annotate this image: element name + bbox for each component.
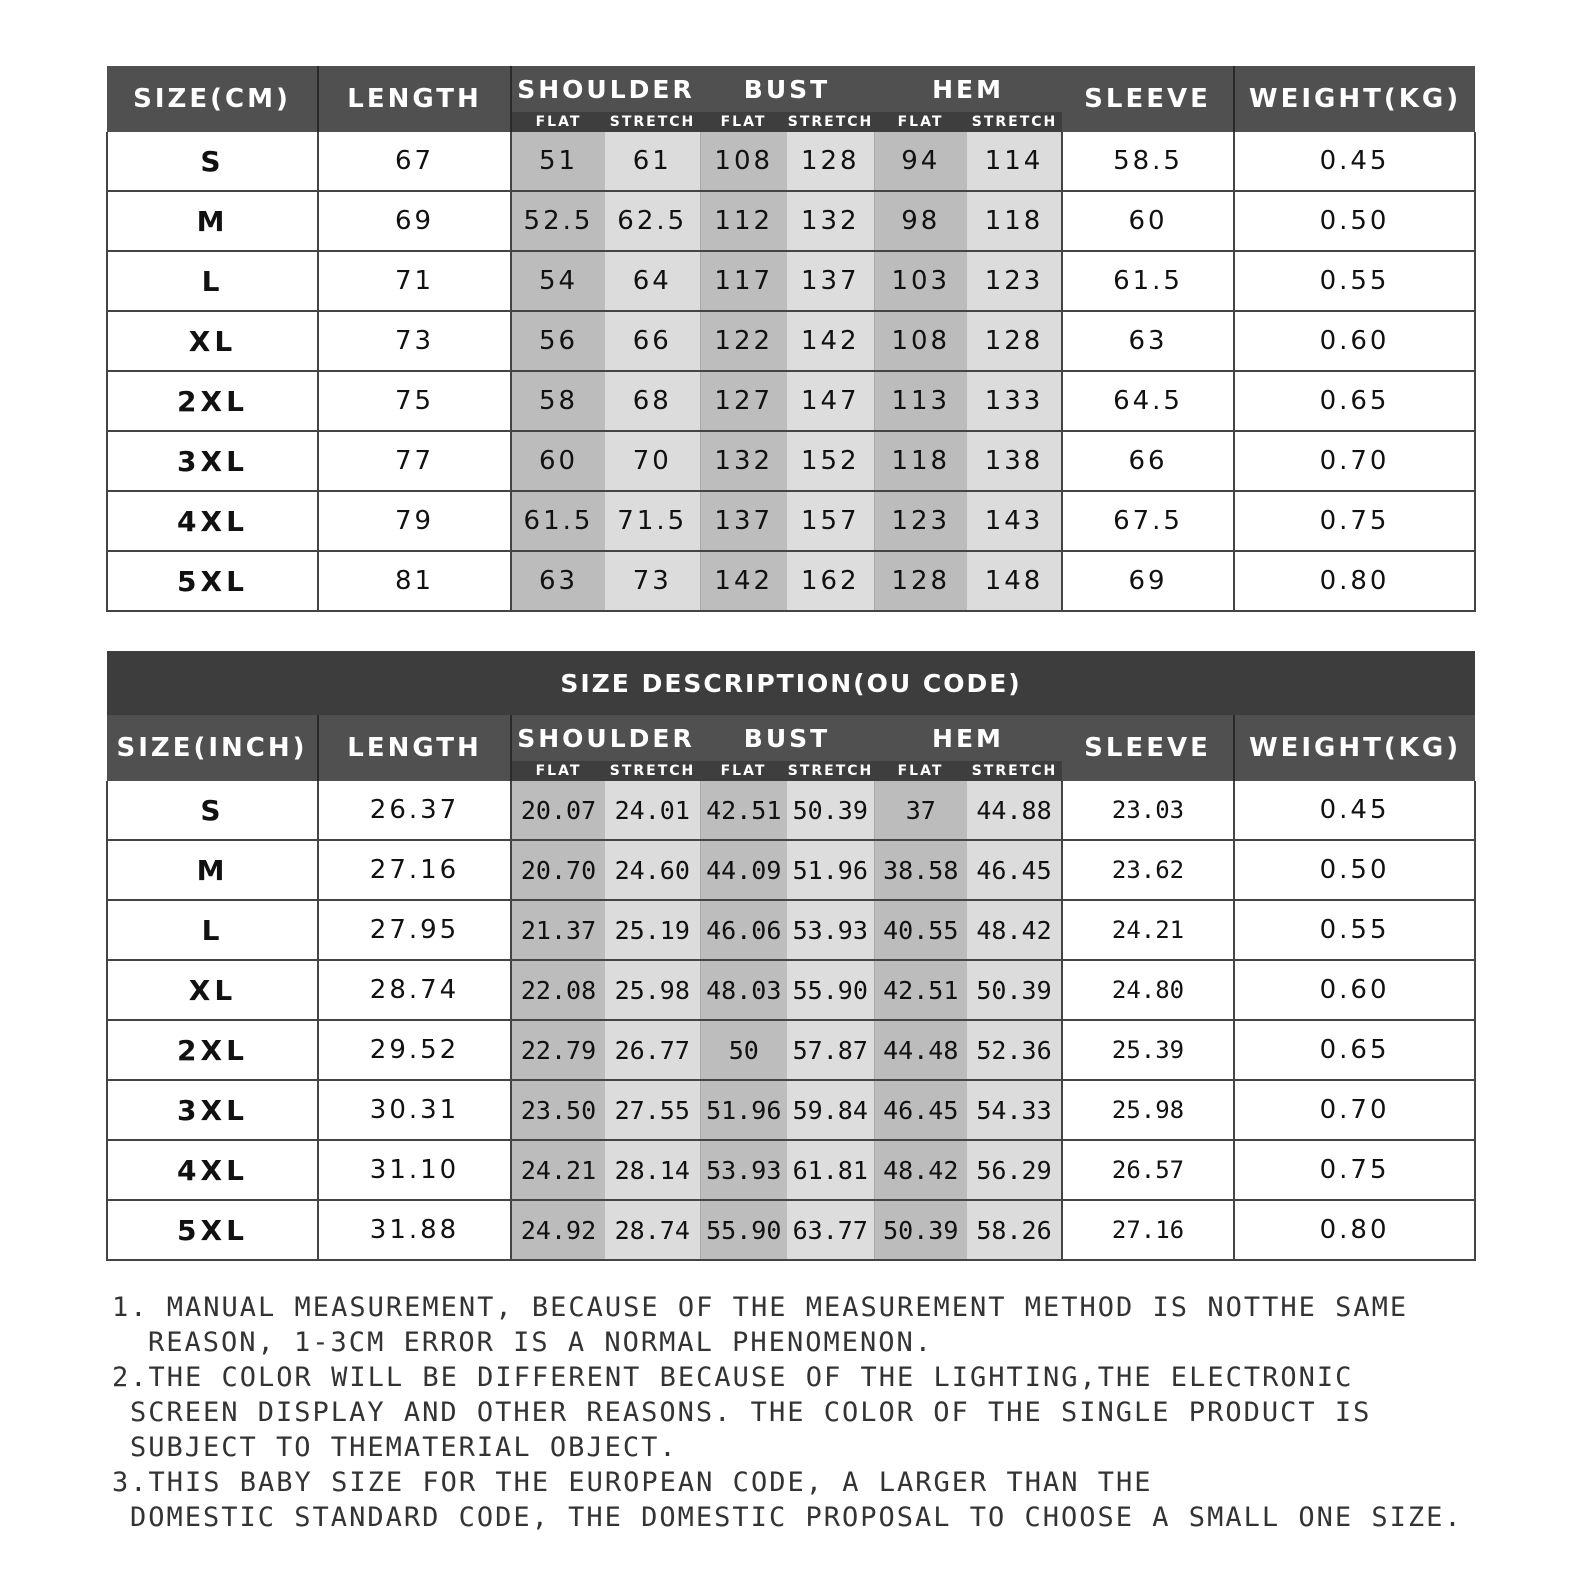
hem-stretch-cell: 114	[967, 132, 1062, 191]
weight-cell: 0.80	[1234, 1200, 1475, 1260]
length-cell: 31.88	[318, 1200, 511, 1260]
table-row	[107, 311, 1475, 371]
weight-cell: 0.75	[1234, 491, 1475, 551]
shoulder-stretch-cell: 68	[605, 371, 700, 431]
weight-cell: 0.75	[1234, 1140, 1475, 1200]
bust-flat-cell: 127	[700, 371, 787, 431]
hem-flat-cell: 108	[874, 311, 967, 371]
weight-cell: 0.65	[1234, 1020, 1475, 1080]
bust-stretch-cell: 147	[787, 371, 874, 431]
size-cell: 2XL	[107, 1020, 318, 1080]
length-cell: 29.52	[318, 1020, 511, 1080]
weight-cell: 0.50	[1234, 840, 1475, 900]
shoulder-stretch-cell: 24.01	[605, 781, 700, 840]
size-cell: 2XL	[107, 371, 318, 431]
note-line: 3.THIS BABY SIZE FOR THE EUROPEAN CODE, A LARGER THAN THE	[112, 1467, 1153, 1498]
hem-stretch-cell: 50.39	[967, 960, 1062, 1020]
weight-cell: 0.60	[1234, 960, 1475, 1020]
shoulder-stretch-cell: 70	[605, 431, 700, 491]
size-cell: L	[107, 251, 318, 311]
length-cell: 81	[318, 551, 511, 611]
shoulder-stretch-cell: 27.55	[605, 1080, 700, 1140]
hem-flat-cell: 103	[874, 251, 967, 311]
length-cell: 73	[318, 311, 511, 371]
size-cell: M	[107, 191, 318, 251]
subheader-flat: FLAT	[874, 761, 967, 781]
table-row	[107, 251, 1475, 311]
table-row	[107, 840, 1475, 900]
table-title: SIZE DESCRIPTION(OU CODE)	[107, 651, 1475, 715]
weight-cell: 0.50	[1234, 191, 1475, 251]
weight-cell: 0.60	[1234, 311, 1475, 371]
shoulder-stretch-cell: 24.60	[605, 840, 700, 900]
size-cell: 4XL	[107, 491, 318, 551]
hem-flat-cell: 42.51	[874, 960, 967, 1020]
hem-flat-cell: 118	[874, 431, 967, 491]
size-table-cm	[106, 66, 1476, 612]
header-sleeve: SLEEVE	[1062, 66, 1234, 132]
bust-stretch-cell: 55.90	[787, 960, 874, 1020]
length-cell: 30.31	[318, 1080, 511, 1140]
shoulder-flat-cell: 56	[511, 311, 605, 371]
size-table-inch	[106, 651, 1476, 1261]
shoulder-flat-cell: 20.07	[511, 781, 605, 840]
shoulder-flat-cell: 61.5	[511, 491, 605, 551]
note-line: SUBJECT TO THEMATERIAL OBJECT.	[130, 1432, 678, 1463]
bust-flat-cell: 132	[700, 431, 787, 491]
bust-stretch-cell: 53.93	[787, 900, 874, 960]
bust-stretch-cell: 50.39	[787, 781, 874, 840]
bust-flat-cell: 46.06	[700, 900, 787, 960]
sleeve-cell: 66	[1062, 431, 1234, 491]
shoulder-stretch-cell: 73	[605, 551, 700, 611]
weight-cell: 0.45	[1234, 132, 1475, 191]
bust-stretch-cell: 132	[787, 191, 874, 251]
table-row	[107, 132, 1475, 191]
shoulder-flat-cell: 51	[511, 132, 605, 191]
shoulder-flat-cell: 60	[511, 431, 605, 491]
size-cell: 3XL	[107, 431, 318, 491]
header-length: LENGTH	[318, 715, 511, 781]
bust-stretch-cell: 59.84	[787, 1080, 874, 1140]
length-cell: 77	[318, 431, 511, 491]
weight-cell: 0.65	[1234, 371, 1475, 431]
table-row	[107, 900, 1475, 960]
shoulder-flat-cell: 63	[511, 551, 605, 611]
sleeve-cell: 25.98	[1062, 1080, 1234, 1140]
header-bust: BUST	[700, 66, 874, 112]
table-row	[107, 491, 1475, 551]
size-cell: S	[107, 781, 318, 840]
subheader-flat: FLAT	[511, 112, 605, 132]
bust-flat-cell: 42.51	[700, 781, 787, 840]
shoulder-flat-cell: 21.37	[511, 900, 605, 960]
bust-flat-cell: 44.09	[700, 840, 787, 900]
weight-cell: 0.55	[1234, 251, 1475, 311]
bust-flat-cell: 117	[700, 251, 787, 311]
hem-flat-cell: 128	[874, 551, 967, 611]
bust-flat-cell: 137	[700, 491, 787, 551]
weight-cell: 0.80	[1234, 551, 1475, 611]
sleeve-cell: 26.57	[1062, 1140, 1234, 1200]
sleeve-cell: 60	[1062, 191, 1234, 251]
length-cell: 26.37	[318, 781, 511, 840]
bust-stretch-cell: 157	[787, 491, 874, 551]
table-row	[107, 371, 1475, 431]
subheader-stretch: STRETCH	[787, 114, 874, 130]
header-hem: HEM	[874, 66, 1062, 112]
sleeve-cell: 69	[1062, 551, 1234, 611]
shoulder-stretch-cell: 64	[605, 251, 700, 311]
hem-stretch-cell: 58.26	[967, 1200, 1062, 1260]
size-cell: 5XL	[107, 551, 318, 611]
hem-flat-cell: 40.55	[874, 900, 967, 960]
subheader-stretch: STRETCH	[605, 112, 700, 132]
bust-stretch-cell: 57.87	[787, 1020, 874, 1080]
bust-stretch-cell: 51.96	[787, 840, 874, 900]
length-cell: 67	[318, 132, 511, 191]
table-row	[107, 1200, 1475, 1260]
sleeve-cell: 67.5	[1062, 491, 1234, 551]
header-shoulder: SHOULDER	[511, 66, 700, 112]
bust-stretch-cell: 137	[787, 251, 874, 311]
length-cell: 79	[318, 491, 511, 551]
header-size: SIZE(INCH)	[107, 715, 318, 781]
note-line: DOMESTIC STANDARD CODE, THE DOMESTIC PROPOSAL TO CHOOSE A SMALL ONE SIZE.	[130, 1502, 1463, 1533]
weight-cell: 0.55	[1234, 900, 1475, 960]
sleeve-cell: 58.5	[1062, 132, 1234, 191]
shoulder-stretch-cell: 61	[605, 132, 700, 191]
bust-flat-cell: 108	[700, 132, 787, 191]
hem-stretch-cell: 118	[967, 191, 1062, 251]
subheader-stretch: STRETCH	[967, 761, 1062, 781]
hem-stretch-cell: 56.29	[967, 1140, 1062, 1200]
header-weight: WEIGHT(KG)	[1234, 66, 1475, 132]
shoulder-stretch-cell: 25.98	[605, 960, 700, 1020]
hem-stretch-cell: 128	[967, 311, 1062, 371]
sleeve-cell: 61.5	[1062, 251, 1234, 311]
shoulder-flat-cell: 20.70	[511, 840, 605, 900]
length-cell: 28.74	[318, 960, 511, 1020]
hem-flat-cell: 46.45	[874, 1080, 967, 1140]
shoulder-flat-cell: 22.08	[511, 960, 605, 1020]
size-cell: 3XL	[107, 1080, 318, 1140]
shoulder-flat-cell: 22.79	[511, 1020, 605, 1080]
size-cell: XL	[107, 960, 318, 1020]
hem-stretch-cell: 148	[967, 551, 1062, 611]
subheader-stretch: STRETCH	[787, 763, 874, 779]
sleeve-cell: 64.5	[1062, 371, 1234, 431]
bust-flat-cell: 122	[700, 311, 787, 371]
header-sleeve: SLEEVE	[1062, 715, 1234, 781]
shoulder-stretch-cell: 26.77	[605, 1020, 700, 1080]
table-row	[107, 960, 1475, 1020]
length-cell: 27.16	[318, 840, 511, 900]
bust-stretch-cell: 142	[787, 311, 874, 371]
hem-stretch-cell: 123	[967, 251, 1062, 311]
weight-cell: 0.45	[1234, 781, 1475, 840]
hem-flat-cell: 38.58	[874, 840, 967, 900]
bust-flat-cell: 55.90	[700, 1200, 787, 1260]
size-cell: L	[107, 900, 318, 960]
shoulder-flat-cell: 24.21	[511, 1140, 605, 1200]
shoulder-flat-cell: 23.50	[511, 1080, 605, 1140]
hem-stretch-cell: 133	[967, 371, 1062, 431]
size-cell: M	[107, 840, 318, 900]
shoulder-flat-cell: 54	[511, 251, 605, 311]
hem-stretch-cell: 143	[967, 491, 1062, 551]
subheader-stretch: STRETCH	[605, 761, 700, 781]
measurement-notes	[112, 1290, 1552, 1535]
size-cell: 4XL	[107, 1140, 318, 1200]
length-cell: 27.95	[318, 900, 511, 960]
hem-stretch-cell: 54.33	[967, 1080, 1062, 1140]
shoulder-stretch-cell: 71.5	[605, 491, 700, 551]
header-hem: HEM	[874, 715, 1062, 761]
header-bust: BUST	[700, 715, 874, 761]
table-row	[107, 1140, 1475, 1200]
table-row	[107, 431, 1475, 491]
note-line: 1. MANUAL MEASUREMENT, BECAUSE OF THE MEASUREMENT METHOD IS NOTTHE SAME	[112, 1292, 1409, 1323]
shoulder-stretch-cell: 25.19	[605, 900, 700, 960]
shoulder-flat-cell: 24.92	[511, 1200, 605, 1260]
hem-flat-cell: 113	[874, 371, 967, 431]
size-cell: XL	[107, 311, 318, 371]
bust-flat-cell: 50	[700, 1020, 787, 1080]
hem-stretch-cell: 52.36	[967, 1020, 1062, 1080]
header-shoulder: SHOULDER	[511, 715, 700, 761]
hem-flat-cell: 123	[874, 491, 967, 551]
subheader-flat: FLAT	[874, 112, 967, 132]
subheader-flat: FLAT	[700, 761, 787, 781]
subheader-stretch: STRETCH	[967, 112, 1062, 132]
weight-cell: 0.70	[1234, 1080, 1475, 1140]
note-line: 2.THE COLOR WILL BE DIFFERENT BECAUSE OF THE LIGHTING,THE ELECTRONIC	[112, 1362, 1354, 1393]
table-row	[107, 1080, 1475, 1140]
table-row	[107, 551, 1475, 611]
bust-flat-cell: 48.03	[700, 960, 787, 1020]
shoulder-stretch-cell: 28.74	[605, 1200, 700, 1260]
hem-flat-cell: 98	[874, 191, 967, 251]
bust-stretch-cell: 162	[787, 551, 874, 611]
bust-flat-cell: 51.96	[700, 1080, 787, 1140]
shoulder-stretch-cell: 66	[605, 311, 700, 371]
hem-flat-cell: 94	[874, 132, 967, 191]
table-row	[107, 191, 1475, 251]
header-length: LENGTH	[318, 66, 511, 132]
shoulder-flat-cell: 58	[511, 371, 605, 431]
shoulder-flat-cell: 52.5	[511, 191, 605, 251]
hem-stretch-cell: 138	[967, 431, 1062, 491]
size-cell: 5XL	[107, 1200, 318, 1260]
sleeve-cell: 23.03	[1062, 781, 1234, 840]
hem-flat-cell: 37	[874, 781, 967, 840]
bust-stretch-cell: 63.77	[787, 1200, 874, 1260]
length-cell: 75	[318, 371, 511, 431]
bust-flat-cell: 112	[700, 191, 787, 251]
hem-stretch-cell: 48.42	[967, 900, 1062, 960]
bust-stretch-cell: 152	[787, 431, 874, 491]
subheader-flat: FLAT	[511, 761, 605, 781]
note-line: REASON, 1-3CM ERROR IS A NORMAL PHENOMENON.	[148, 1327, 933, 1358]
sleeve-cell: 24.80	[1062, 960, 1234, 1020]
table-row	[107, 781, 1475, 840]
bust-stretch-cell: 128	[787, 132, 874, 191]
hem-stretch-cell: 46.45	[967, 840, 1062, 900]
hem-flat-cell: 50.39	[874, 1200, 967, 1260]
bust-stretch-cell: 61.81	[787, 1140, 874, 1200]
header-weight: WEIGHT(KG)	[1234, 715, 1475, 781]
header-size: SIZE(CM)	[107, 66, 318, 132]
length-cell: 69	[318, 191, 511, 251]
bust-flat-cell: 53.93	[700, 1140, 787, 1200]
sleeve-cell: 24.21	[1062, 900, 1234, 960]
subheader-flat: FLAT	[700, 112, 787, 132]
shoulder-stretch-cell: 62.5	[605, 191, 700, 251]
sleeve-cell: 27.16	[1062, 1200, 1234, 1260]
size-cell: S	[107, 132, 318, 191]
weight-cell: 0.70	[1234, 431, 1475, 491]
table-row	[107, 1020, 1475, 1080]
sleeve-cell: 25.39	[1062, 1020, 1234, 1080]
sleeve-cell: 63	[1062, 311, 1234, 371]
hem-flat-cell: 44.48	[874, 1020, 967, 1080]
sleeve-cell: 23.62	[1062, 840, 1234, 900]
shoulder-stretch-cell: 28.14	[605, 1140, 700, 1200]
hem-flat-cell: 48.42	[874, 1140, 967, 1200]
hem-stretch-cell: 44.88	[967, 781, 1062, 840]
bust-flat-cell: 142	[700, 551, 787, 611]
length-cell: 31.10	[318, 1140, 511, 1200]
length-cell: 71	[318, 251, 511, 311]
note-line: SCREEN DISPLAY AND OTHER REASONS. THE COLOR OF THE SINGLE PRODUCT IS	[130, 1397, 1372, 1428]
